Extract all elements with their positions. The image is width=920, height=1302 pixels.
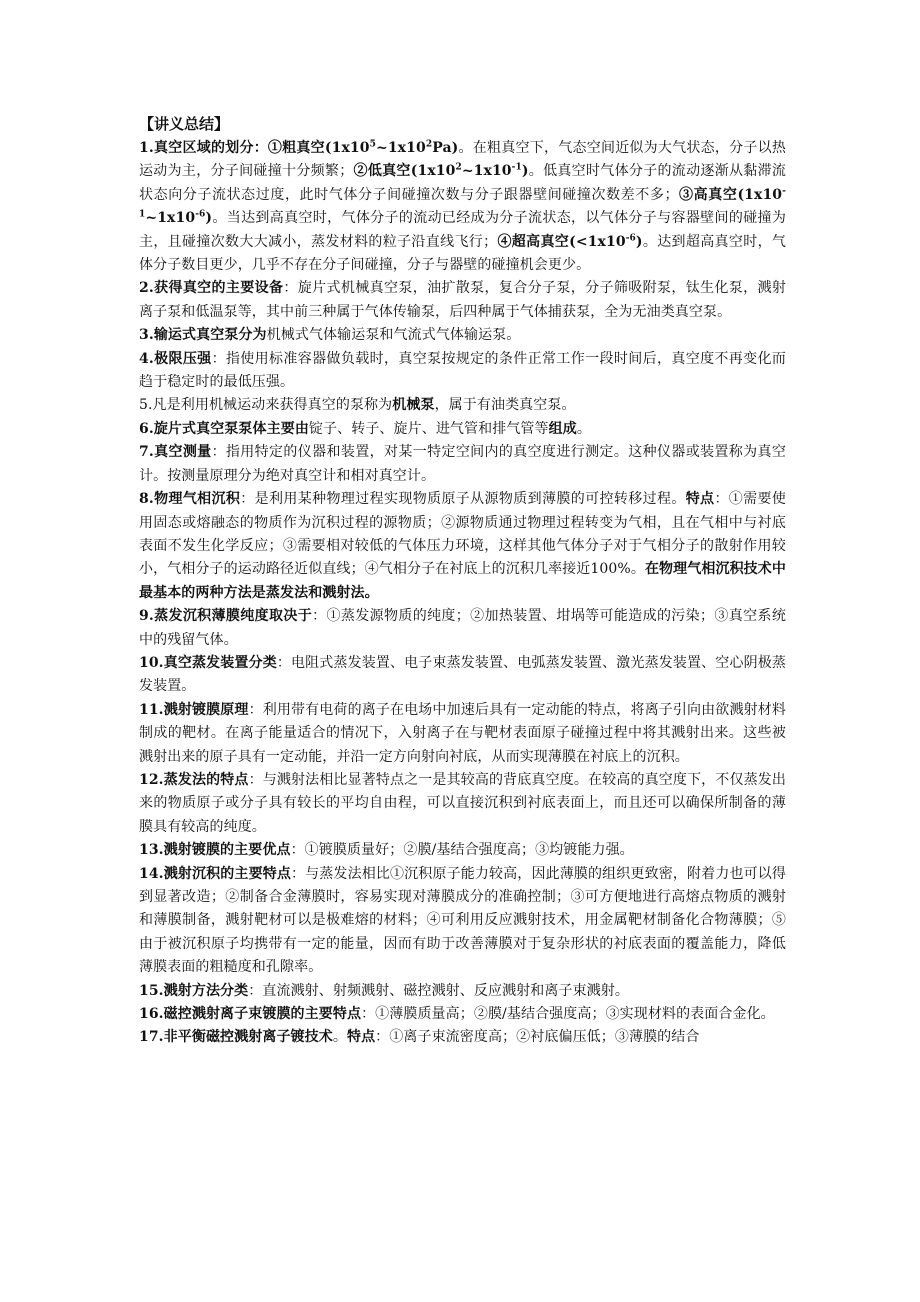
summary-item [139, 605, 786, 652]
text-run: ：指用特定的仪器和装置，对某一特定空间内的真空度进行测定。这种仪器或装置称为真空计。按测量原理分为绝对真空计和相对真空计。 [139, 444, 787, 484]
text-run: ③高真空 [678, 186, 738, 203]
text-run: 组成 [548, 420, 577, 437]
text-run: 1. [139, 140, 154, 156]
text-run: ：与溅射法相比显著特点之一是其较高的背底真空度。在较高的真空度下，不仅蒸发出来的物质原子或分子具有较长的平均自由程，可以直接沉积到衬底表面上，而且还可以确保所制备的薄膜具有较高的纯度。 [139, 771, 786, 835]
text-run: 13.溅射镀膜的主要优点 [139, 842, 291, 859]
text-run: 10.真空蒸发装置分类 [139, 654, 277, 671]
text-run: 。 [332, 1029, 347, 1046]
text-run: ②低真空 [353, 163, 411, 180]
text-run: 8.物理气相沉积 [139, 491, 241, 508]
text-run: 15.溅射方法分类 [139, 982, 249, 999]
summary-item [139, 863, 786, 980]
text-run: 16.磁控溅射离子束镀膜的主要特点 [139, 1006, 362, 1023]
summary-item [139, 1026, 786, 1049]
text-run: (1x10 [324, 140, 370, 156]
text-run: ) [521, 163, 529, 180]
text-run: 5.凡是利用机械运动来获得真空的泵称为 [139, 397, 393, 414]
text-run: ：①镀膜质量好；②膜/基结合强度高；③均镀能力强。 [290, 842, 634, 859]
text-run: ，属于有油类真空泵。 [434, 397, 576, 414]
text-run: ：①蒸发源物质的纯度；②加热装置、坩埚等可能造成的污染；③真空系统中的残留气体。 [139, 608, 786, 648]
text-run: 锭子、转子、旋片、进气管和排气管等 [308, 420, 549, 437]
document-title: 【讲义总结】 [139, 115, 230, 133]
text-run: 在物理气相沉积技术中最基本的两种方法是蒸发法和溅射法。 [139, 561, 786, 601]
text-run: 。达到超高真空时，气体分子数目更少，几乎不存在分子间碰撞，分子与器壁的碰撞机会更少。 [139, 233, 787, 274]
text-run: (<1x10 [569, 233, 626, 250]
text-run: (1x10 [410, 163, 456, 180]
text-run: 。低真空时气体分子的流动逐渐从黏滞流状态向分子流状态过度，此时气体分子间碰撞次数与分子跟器壁间碰撞次数差不多； [139, 163, 787, 203]
summary-item [139, 277, 786, 324]
text-run: ：指使用标准容器做负载时，真空泵按规定的条件正常工作一段时间后，真空度不再变化而趋于稳定时的最低压强。 [139, 350, 787, 391]
text-run: 特点 [346, 1029, 376, 1046]
summary-item [139, 839, 786, 862]
text-run: ：直流溅射、射频溅射、磁控溅射、反应溅射和离子束溅射。 [248, 982, 629, 999]
summary-item [139, 769, 786, 839]
text-run: ~1x10 [376, 140, 426, 156]
summary-item [139, 324, 786, 347]
superscript-text: -6 [195, 209, 206, 220]
text-run: 。在粗真空下，气态空间近似为大气状态，分子以热运动为主，分子间碰撞十分频繁； [139, 140, 786, 180]
text-run: ~1x10 [145, 210, 196, 227]
text-run: 14.溅射沉积的主要特点 [139, 865, 291, 882]
text-run: 。 [576, 420, 591, 437]
text-run: ：电阻式蒸发装置、电子束蒸发装置、电弧蒸发装置、激光蒸发装置、空心阴极蒸发装置。 [139, 654, 786, 695]
text-run: ：旋片式机械真空泵，油扩散泵，复合分子泵，分子筛吸附泵，钛生化泵，溅射离子泵和低温泵等，其中前三种属于气体传输泵，后四种属于气体捕获泵，全为无油类真空泵。 [139, 280, 787, 320]
text-run: 12.蒸发法的特点 [139, 771, 249, 788]
summary-item [139, 652, 786, 699]
text-run: 2.获得真空的主要设备 [139, 280, 284, 297]
text-run: ) [205, 210, 213, 227]
text-run: 9.蒸发沉积薄膜纯度取决于 [139, 608, 313, 625]
text-run: 17.非平衡磁控溅射离子镀技术 [139, 1029, 333, 1046]
summary-item [139, 980, 786, 1003]
text-run: 特点 [685, 491, 715, 508]
document-body [139, 137, 786, 1050]
superscript-text: -1 [511, 162, 522, 173]
text-run: 机械式气体输运泵和气流式气体输运泵。 [266, 327, 521, 344]
summary-item [139, 441, 786, 488]
text-run: ④超高真空 [497, 233, 570, 250]
summary-item [139, 394, 786, 417]
text-run: 11.溅射镀膜原理 [139, 701, 249, 718]
text-run: ~1x10 [461, 163, 512, 180]
summary-item [139, 699, 786, 769]
text-run: ：①离子束流密度高；②衬底偏压低；③薄膜的结合 [375, 1029, 700, 1046]
text-run: 6.旋片式真空泵泵体主要由 [139, 420, 309, 437]
text-run: ：①需要使用固态或熔融态的物质作为沉积过程的源物质；②源物质通过物理过程转变为气相，且在气相中与衬底表面不发生化学反应；③需要相对较低的气体压力环境，这样其他气体分子对于气相分子的散射作用较小，气相分子的运动路径近似直线；④气相分子在衬底上的沉积几率接近100%。 [139, 491, 787, 578]
text-run: 4.极限压强 [139, 350, 212, 367]
text-run: Pa) [432, 140, 459, 156]
superscript-text: 5 [369, 139, 376, 150]
text-run: (1x10 [737, 186, 783, 203]
summary-item [139, 348, 786, 395]
text-run: ) [635, 233, 643, 250]
text-run: ：与蒸发法相比①沉积原子能力较高，因此薄膜的组织更致密，附着力也可以得到显著改造；②制备合金薄膜时，容易实现对薄膜成分的准确控制；③可方便地进行高熔点物质的溅射和薄膜制备，溅射靶材可以是极难熔的材料；④可利用反应溅射技术，用金属靶材制备化合物薄膜；⑤由于被沉积原子均携带有一定的能量，因而有助于改善薄膜对于复杂形状的衬底表面的覆盖能力，降低薄膜表面的粗糙度和孔隙率。 [139, 865, 786, 976]
summary-item [139, 488, 786, 605]
text-run: ：利用带有电荷的离子在电场中加速后具有一定动能的特点，将离子引向由欲溅射材料制成的靶材。在离子能量适合的情况下，入射离子在与靶材表面原子碰撞过程中将其溅射出来。这些被溅射出来的原子具有一定动能，并沿一定方向射向衬底，从而实现薄膜在衬底上的沉积。 [139, 701, 786, 765]
text-run: 机械泵 [392, 397, 435, 414]
text-run: 7.真空测量 [139, 444, 212, 461]
summary-item [139, 1003, 786, 1026]
text-run: ：①薄膜质量高；②膜/基结合强度高；③实现材料的表面合金化。 [361, 1006, 775, 1023]
superscript-text: 2 [425, 139, 433, 150]
superscript-text: 2 [455, 162, 462, 173]
text-run: 3.输运式真空泵分为 [139, 327, 267, 344]
text-run: ：是利用某种物理过程实现物质原子从源物质到薄膜的可控转移过程。 [240, 491, 686, 508]
text-run: 真空区域的划分：①粗真空 [153, 140, 325, 156]
summary-item [139, 137, 786, 277]
superscript-text: -6 [625, 232, 636, 243]
superscript-text: -1 [139, 186, 786, 220]
summary-item [139, 418, 786, 441]
text-run: 。当达到高真空时，气体分子的流动已经成为分子流状态，以气体分子与容器壁间的碰撞为主，且碰撞次数大大减小，蒸发材料的粒子沿直线飞行； [139, 210, 786, 250]
